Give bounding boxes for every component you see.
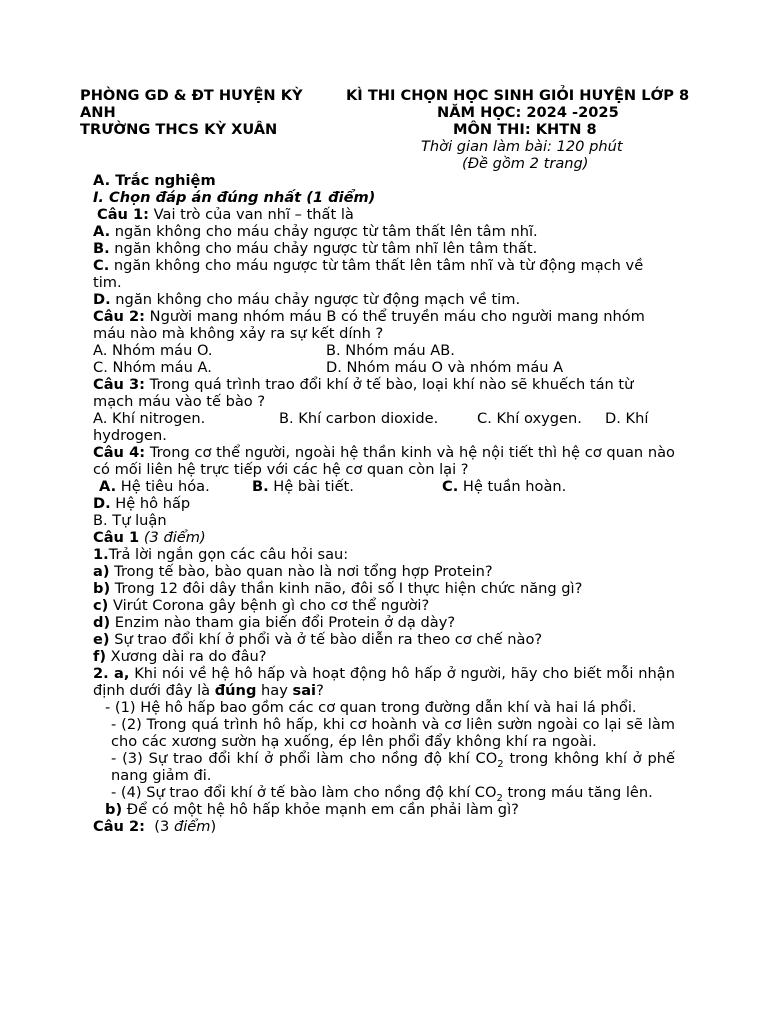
q1-option-c [93, 257, 675, 291]
q2-options-row-1 [93, 342, 675, 359]
statement-2: - (2) Trong quá trình hô hấp, khi cơ hoành và cơ liên sườn ngoài co lại sẽ làm cho các xương sườn hạ xuống, ép lên phổi đẩy không khí ra ngoài. [111, 716, 675, 750]
cau2-points-post: ) [210, 818, 217, 835]
question-4-text: Trong cơ thể người, ngoài hệ thần kinh và hệ nội tiết thì hệ cơ quan nào có mối liên hệ trực tiếp với các hệ cơ quan còn lại ? [93, 444, 675, 478]
cau1-item2-b-key: b) [105, 801, 123, 818]
q3-option-a: A. Khí nitrogen. [93, 410, 206, 427]
cau1-item1-text: Trả lời ngắn gọn các câu hỏi sau: [108, 546, 349, 563]
q1-option-d-text: ngăn không cho máu chảy ngược từ động mạch về tim. [110, 291, 521, 308]
q4-options-row [93, 478, 675, 495]
subquestion-a-text: Trong tế bào, bào quan nào là nơi tổng hợp Protein? [109, 563, 493, 580]
statement-3-post: trong không khí ở phế nang giảm đi. [111, 750, 675, 784]
q4-option-d-text: Hệ hô hấp [110, 495, 191, 512]
statement-3 [93, 750, 675, 784]
header-subject: MÔN THI: KHTN 8 [453, 121, 597, 138]
subquestion-e-key: e) [93, 631, 110, 648]
subquestion-a [93, 563, 675, 580]
subquestion-f-text: Xương dài ra do đâu? [106, 648, 267, 665]
q3-option-b: B. Khí carbon dioxide. [279, 410, 439, 427]
q4-option-a-text: Hệ tiêu hóa. [116, 478, 210, 495]
cau1-item2-hay: hay [256, 682, 293, 699]
question-4-label: Câu 4: [93, 444, 146, 461]
q3-options-row [93, 410, 675, 427]
statement-3-pre: - (3) Sự trao đổi khí ở phổi làm cho nồng độ khí CO [111, 750, 498, 767]
q3-option-c: C. Khí oxygen. [477, 410, 582, 427]
question-4 [93, 444, 675, 478]
question-2-label: Câu 2: [93, 308, 146, 325]
q1-option-a-text: ngăn không cho máu chảy ngược từ tâm thất lên tâm nhĩ. [110, 223, 538, 240]
subquestion-b [93, 580, 675, 597]
cau1-item1-num: 1. [93, 546, 109, 563]
header-left-line2: ANH [80, 104, 116, 121]
subquestion-c-key: c) [93, 597, 109, 614]
statement-4-post: trong máu tăng lên. [502, 784, 653, 801]
question-3 [93, 376, 675, 410]
statement-4 [93, 784, 675, 804]
subquestion-b-key: b) [93, 580, 111, 597]
subquestion-c [93, 597, 675, 614]
q1-option-c-text: ngăn không cho máu ngược từ tâm thất lên tâm nhĩ và từ động mạch về tim. [93, 257, 644, 291]
header-school: TRƯỜNG THCS KỲ XUÂN [80, 121, 278, 138]
header-pages: (Đề gồm 2 trang) [462, 155, 589, 172]
q1-option-b [93, 240, 675, 257]
question-2-text: Người mang nhóm máu B có thể truyền máu cho người mang nhóm máu nào mà không xảy ra sự kết dính ? [93, 308, 645, 342]
q4-option-b [252, 478, 442, 495]
q1-option-d [93, 291, 675, 308]
part-b-title: B. Tự luận [93, 512, 167, 529]
subquestion-f [93, 648, 675, 665]
q1-option-b-key: B. [93, 240, 110, 257]
q4-option-a-key: A. [99, 478, 117, 495]
q1-option-b-text: ngăn không cho máu chảy ngược từ tâm nhĩ lên tâm thất. [109, 240, 538, 257]
cau1-label: Câu 1 [93, 529, 140, 546]
cau2-label: Câu 2: [93, 818, 146, 835]
q4-option-c-key: C. [442, 478, 459, 495]
cau1-item2-dung: đúng [214, 682, 257, 699]
statement-4-sub: 2 [496, 792, 503, 804]
q1-option-a [93, 223, 675, 240]
question-3-text: Trong quá trình trao đổi khí ở tế bào, loại khí nào sẽ khuếch tán từ mạch máu vào tế bào ? [93, 376, 634, 410]
subquestion-d-text: Enzim nào tham gia biến đổi Protein ở dạ dày? [110, 614, 456, 631]
q1-option-a-key: A. [93, 223, 111, 240]
part-b-cau1-heading [93, 529, 675, 546]
q3-option-d: D. Khí [605, 410, 649, 427]
question-3-label: Câu 3: [93, 376, 146, 393]
statement-1: - (1) Hệ hô hấp bao gồm các cơ quan trong đường dẫn khí và hai lá phổi. [105, 699, 637, 716]
part-b-cau2-heading [93, 818, 675, 835]
q4-option-c [442, 478, 566, 495]
q2-option-d: D. Nhóm máu O và nhóm máu A [326, 359, 564, 376]
header-left-line1: PHÒNG GD & ĐT HUYỆN KỲ [80, 87, 303, 104]
header-exam-title: KÌ THI CHỌN HỌC SINH GIỎI HUYỆN LỚP 8 [346, 87, 690, 104]
cau2-points-word: điểm [173, 818, 211, 835]
subquestion-f-key: f) [93, 648, 107, 665]
subquestion-d-key: d) [93, 614, 111, 631]
header-time: Thời gian làm bài: 120 phút [421, 138, 623, 155]
exam-content [93, 172, 675, 835]
q1-option-c-key: C. [93, 257, 110, 274]
subquestion-e-text: Sự trao đổi khí ở phổi và ở tế bào diễn ra theo cơ chế nào? [109, 631, 543, 648]
statement-3-sub: 2 [497, 758, 504, 770]
question-1-text: Vai trò của van nhĩ – thất là [149, 206, 354, 223]
subquestion-e [93, 631, 675, 648]
part-a-title: A. Trắc nghiệm [93, 172, 216, 189]
cau1-item2 [93, 665, 675, 699]
cau1-item2-num: 2. a, [93, 665, 130, 682]
subquestion-b-text: Trong 12 đôi dây thần kinh não, đôi số I thực hiện chức năng gì? [110, 580, 583, 597]
cau1-item2-sai: sai [292, 682, 317, 699]
q4-option-a [99, 478, 252, 495]
subquestion-d [93, 614, 675, 631]
q4-option-d [93, 495, 675, 512]
cau1-item2-text: Khi nói về hệ hô hấp và hoạt động hô hấp ở người, hãy cho biết mỗi nhận định dưới đây là [93, 665, 675, 699]
cau1-item2-b [93, 801, 675, 818]
cau1-item2-qmark: ? [316, 682, 324, 699]
q4-option-b-text: Hệ bài tiết. [268, 478, 354, 495]
q4-option-c-text: Hệ tuần hoàn. [458, 478, 567, 495]
header-school-year: NĂM HỌC: 2024 -2025 [437, 104, 619, 121]
q2-option-a: A. Nhóm máu O. [93, 342, 213, 359]
question-1 [93, 206, 675, 223]
q2-option-c: C. Nhóm máu A. [93, 359, 212, 376]
part-a-section-title: I. Chọn đáp án đúng nhất (1 điểm) [93, 189, 376, 206]
q4-option-d-key: D. [93, 495, 111, 512]
q4-option-b-key: B. [252, 478, 269, 495]
cau1-item2-b-text: Để có một hệ hô hấp khỏe mạnh em cần phải làm gì? [122, 801, 519, 818]
q3-option-d-cont: hydrogen. [93, 427, 167, 444]
cau2-points-pre: (3 [145, 818, 174, 835]
subquestion-a-key: a) [93, 563, 110, 580]
statement-4-pre: - (4) Sự trao đổi khí ở tế bào làm cho nồng độ khí CO [111, 784, 497, 801]
question-2 [93, 308, 675, 342]
q2-option-b: B. Nhóm máu AB. [326, 342, 455, 359]
cau1-item1 [93, 546, 675, 563]
q1-option-d-key: D. [93, 291, 111, 308]
q2-options-row-2 [93, 359, 675, 376]
subquestion-c-text: Virút Corona gây bệnh gì cho cơ thể người? [108, 597, 430, 614]
question-1-label: Câu 1: [97, 206, 150, 223]
cau1-points: (3 điểm) [139, 529, 206, 546]
